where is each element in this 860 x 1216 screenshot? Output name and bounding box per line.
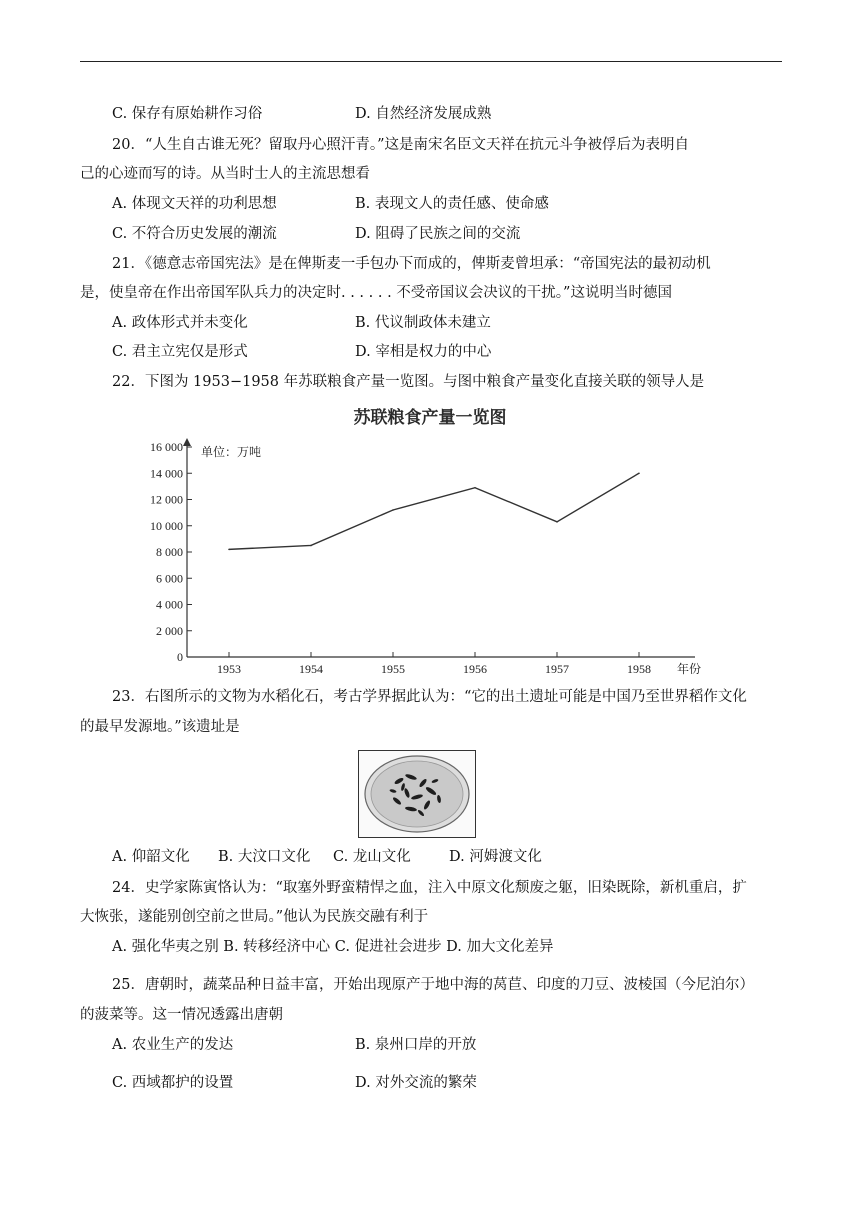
q20-stem-line1: 20．“人生自古谁无死？留取丹心照汗青。”这是南宋名臣文天祥在抗元斗争被俘后为表明自 [112,137,690,153]
chart-title: 苏联粮食产量一览图 [353,408,507,428]
y-unit-label: 单位：万吨 [201,445,262,459]
y-tick-label: 12 000 [150,492,183,507]
header-rule [80,61,782,62]
rice-fossil-image [358,750,476,838]
series-line-grain-output [229,473,639,549]
q23-option-c: C. 龙山文化 [333,849,411,865]
y-axis-arrow [183,438,191,446]
q25-option-d: D. 对外交流的繁荣 [355,1075,477,1091]
q23-stem-line1: 23．右图所示的文物为水稻化石，考古学界据此认为：“它的出土遗址可能是中国乃至世界稻作文化 [112,689,747,705]
y-tick-label: 0 [177,650,183,664]
x-tick-label: 1956 [463,662,487,676]
q25-stem-line2: 的菠菜等。这一情况透露出唐朝 [80,1007,283,1023]
x-tick-label: 1955 [381,662,405,676]
q25-option-b: B. 泉州口岸的开放 [355,1037,477,1053]
q21-option-a: A. 政体形式并未变化 [112,315,248,331]
q21-option-b: B. 代议制政体未建立 [355,315,491,331]
q21-option-c: C. 君主立宪仅是形式 [112,344,248,360]
q23-option-d: D. 河姆渡文化 [449,849,542,865]
q21-option-d: D. 宰相是权力的中心 [355,344,492,360]
q25-option-c: C. 西域都护的设置 [112,1075,234,1091]
y-tick-label: 4 000 [156,597,183,612]
q23-option-b: B. 大汶口文化 [218,849,311,865]
data-point [474,487,476,489]
q23-option-a: A. 仰韶文化 [112,849,190,865]
q19-option-c: C. 保存有原始耕作习俗 [112,106,263,122]
x-axis-label: 年份 [676,662,702,676]
q20-option-b: B. 表现文人的责任感、使命感 [355,196,549,212]
q23-stem-line2: 的最早发源地。”该遗址是 [80,719,240,735]
y-tick-label: 16 000 [150,440,183,454]
q25-option-a: A. 农业生产的发达 [112,1037,234,1053]
y-tick-label: 8 000 [156,545,183,559]
q19-option-d: D. 自然经济发展成熟 [355,106,492,122]
y-tick-label: 10 000 [150,518,183,533]
q24-stem-line1: 24．史学家陈寅恪认为：“取塞外野蛮精悍之血，注入中原文化颓废之躯，旧染既除，新机重启，扩 [112,880,747,896]
data-point [310,545,312,547]
q20-option-a: A. 体现文天祥的功利思想 [112,196,277,212]
x-tick-label: 1958 [627,662,651,676]
q21-stem-line2: 是，使皇帝在作出帝国军队兵力的决定时. . . . . . 不受帝国议会决议的干扰。”这说明当时德国 [80,285,672,301]
data-point [392,509,394,511]
x-tick-label: 1954 [299,662,323,676]
q20-option-c: C. 不符合历史发展的潮流 [112,226,277,242]
q20-stem-line2: 己的心迹而写的诗。从当时士人的主流思想看 [80,166,370,182]
rice-fossil-illustration [359,751,475,837]
q25-stem-line1: 25．唐朝时，蔬菜品种日益丰富，开始出现原产于地中海的莴苣、印度的刀豆、波棱国（今尼泊尔） [112,977,754,993]
x-tick-label: 1953 [217,662,241,676]
grain-output-chart [140,430,710,680]
q20-option-d: D. 阻碍了民族之间的交流 [355,226,521,242]
y-tick-label: 2 000 [156,623,183,638]
data-point [556,521,558,523]
q22-stem: 22．下图为 1953−1958 年苏联粮食产量一览图。与图中粮食产量变化直接关联的领导人是 [112,374,705,390]
y-tick-label: 14 000 [150,466,183,481]
data-point [638,472,640,474]
q24-options: A. 强化华夷之别 B. 转移经济中心 C. 促进社会进步 D. 加大文化差异 [112,939,554,955]
q24-stem-line2: 大恢张，遂能别创空前之世局。”他认为民族交融有利于 [80,909,429,925]
q21-stem-line1: 21．《德意志帝国宪法》是在俾斯麦一手包办下而成的，俾斯麦曾坦承：“帝国宪法的最初动机 [112,256,711,272]
x-tick-label: 1957 [545,662,569,676]
y-tick-label: 6 000 [156,571,183,586]
data-point [228,549,230,551]
